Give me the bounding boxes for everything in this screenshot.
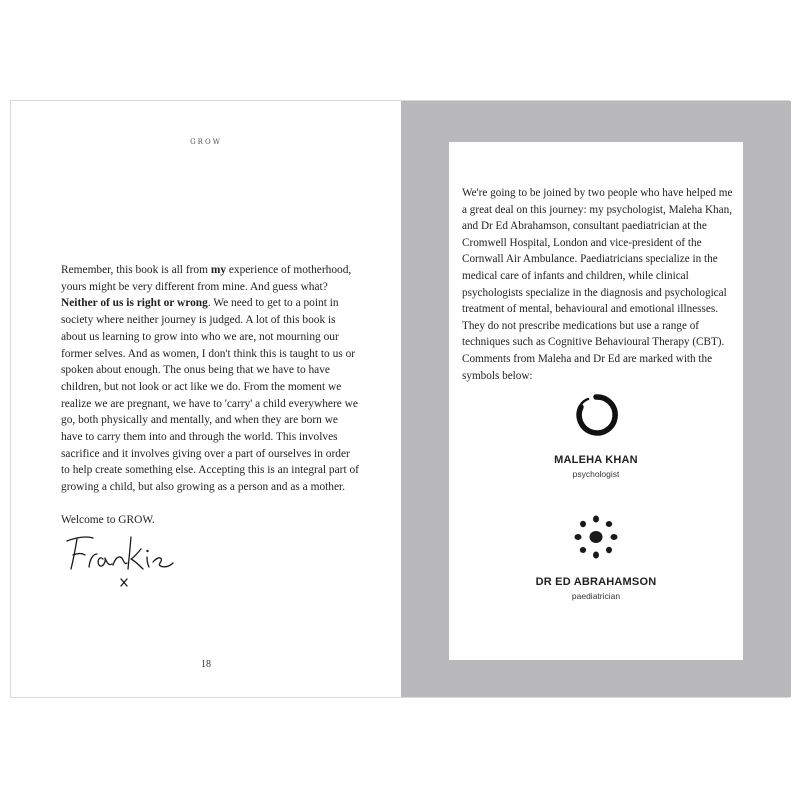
signature-image: [63, 529, 193, 589]
emphasis-my: my: [210, 264, 227, 276]
book-spread: [10, 100, 790, 698]
symbol-role-maleha: psychologist: [572, 469, 620, 479]
running-head: GROW: [190, 138, 222, 146]
symbol-name-ed: DR ED ABRAHAMSON: [535, 576, 657, 588]
welcome-line: Welcome to GROW.: [61, 513, 155, 526]
body-text: [61, 262, 361, 529]
symbol-name-maleha: MALEHA KHAN: [554, 454, 638, 466]
symbol-role-ed: paediatrician: [571, 591, 621, 601]
ink-circle-icon: [571, 390, 621, 440]
card-text: [462, 185, 738, 384]
intro-paragraph: [61, 262, 361, 496]
page-number: 18: [201, 659, 211, 670]
card-paragraph: We're going to be joined by two people who have helped me a great deal on this journey: my psychologist, Maleha Khan, and Dr Ed Abrahamson, consultant paediatrician at the Cromwell Hospital, London and vice-president of the Cornwall Air Ambulance. Paediatricians specialize in the medical care of infants and children, while clinical psychologists specialize in the diagnosis and psychological treatment of mental, behavioural and emotional illnesses. They do not prescribe medications but use a range of techniques such as Cognitive Behavioural Therapy (CBT). Comments from Maleha and Dr Ed are marked with the symbols below:: [462, 187, 733, 382]
right-page: [401, 101, 791, 697]
left-page: [11, 101, 401, 697]
emphasis-neither: Neither of us is right or wrong: [61, 297, 208, 310]
paragraph-text-2: experience of motherhood, yours might be very different from mine. And guess what?: [61, 264, 352, 293]
paragraph-text-1: Remember, this book is all from: [61, 264, 211, 276]
symbol-maleha: [449, 390, 743, 479]
sun-dots-icon: [571, 512, 621, 562]
info-card: [449, 142, 743, 660]
paragraph-text-3: . We need to get to a point in society where neither journey is judged. A lot of this book is about us learning to grow into who we are, not mourning our former selves. And as women, I don't think this is taught to us or spoken about enough. The onus being that we have to have children, but not look or act like we do. From the moment we realize we are pregnant, we have to 'carry' a child everywhere we go, both physically and mentally, and when they are born we have to carry them into and through the world. This involves sacrifice and it involves giving over a part of ourselves in order to help create something else. Accepting this is an integral part of growing a child, but also growing as a person and as a mother.: [61, 297, 359, 494]
symbol-ed: [449, 512, 743, 601]
